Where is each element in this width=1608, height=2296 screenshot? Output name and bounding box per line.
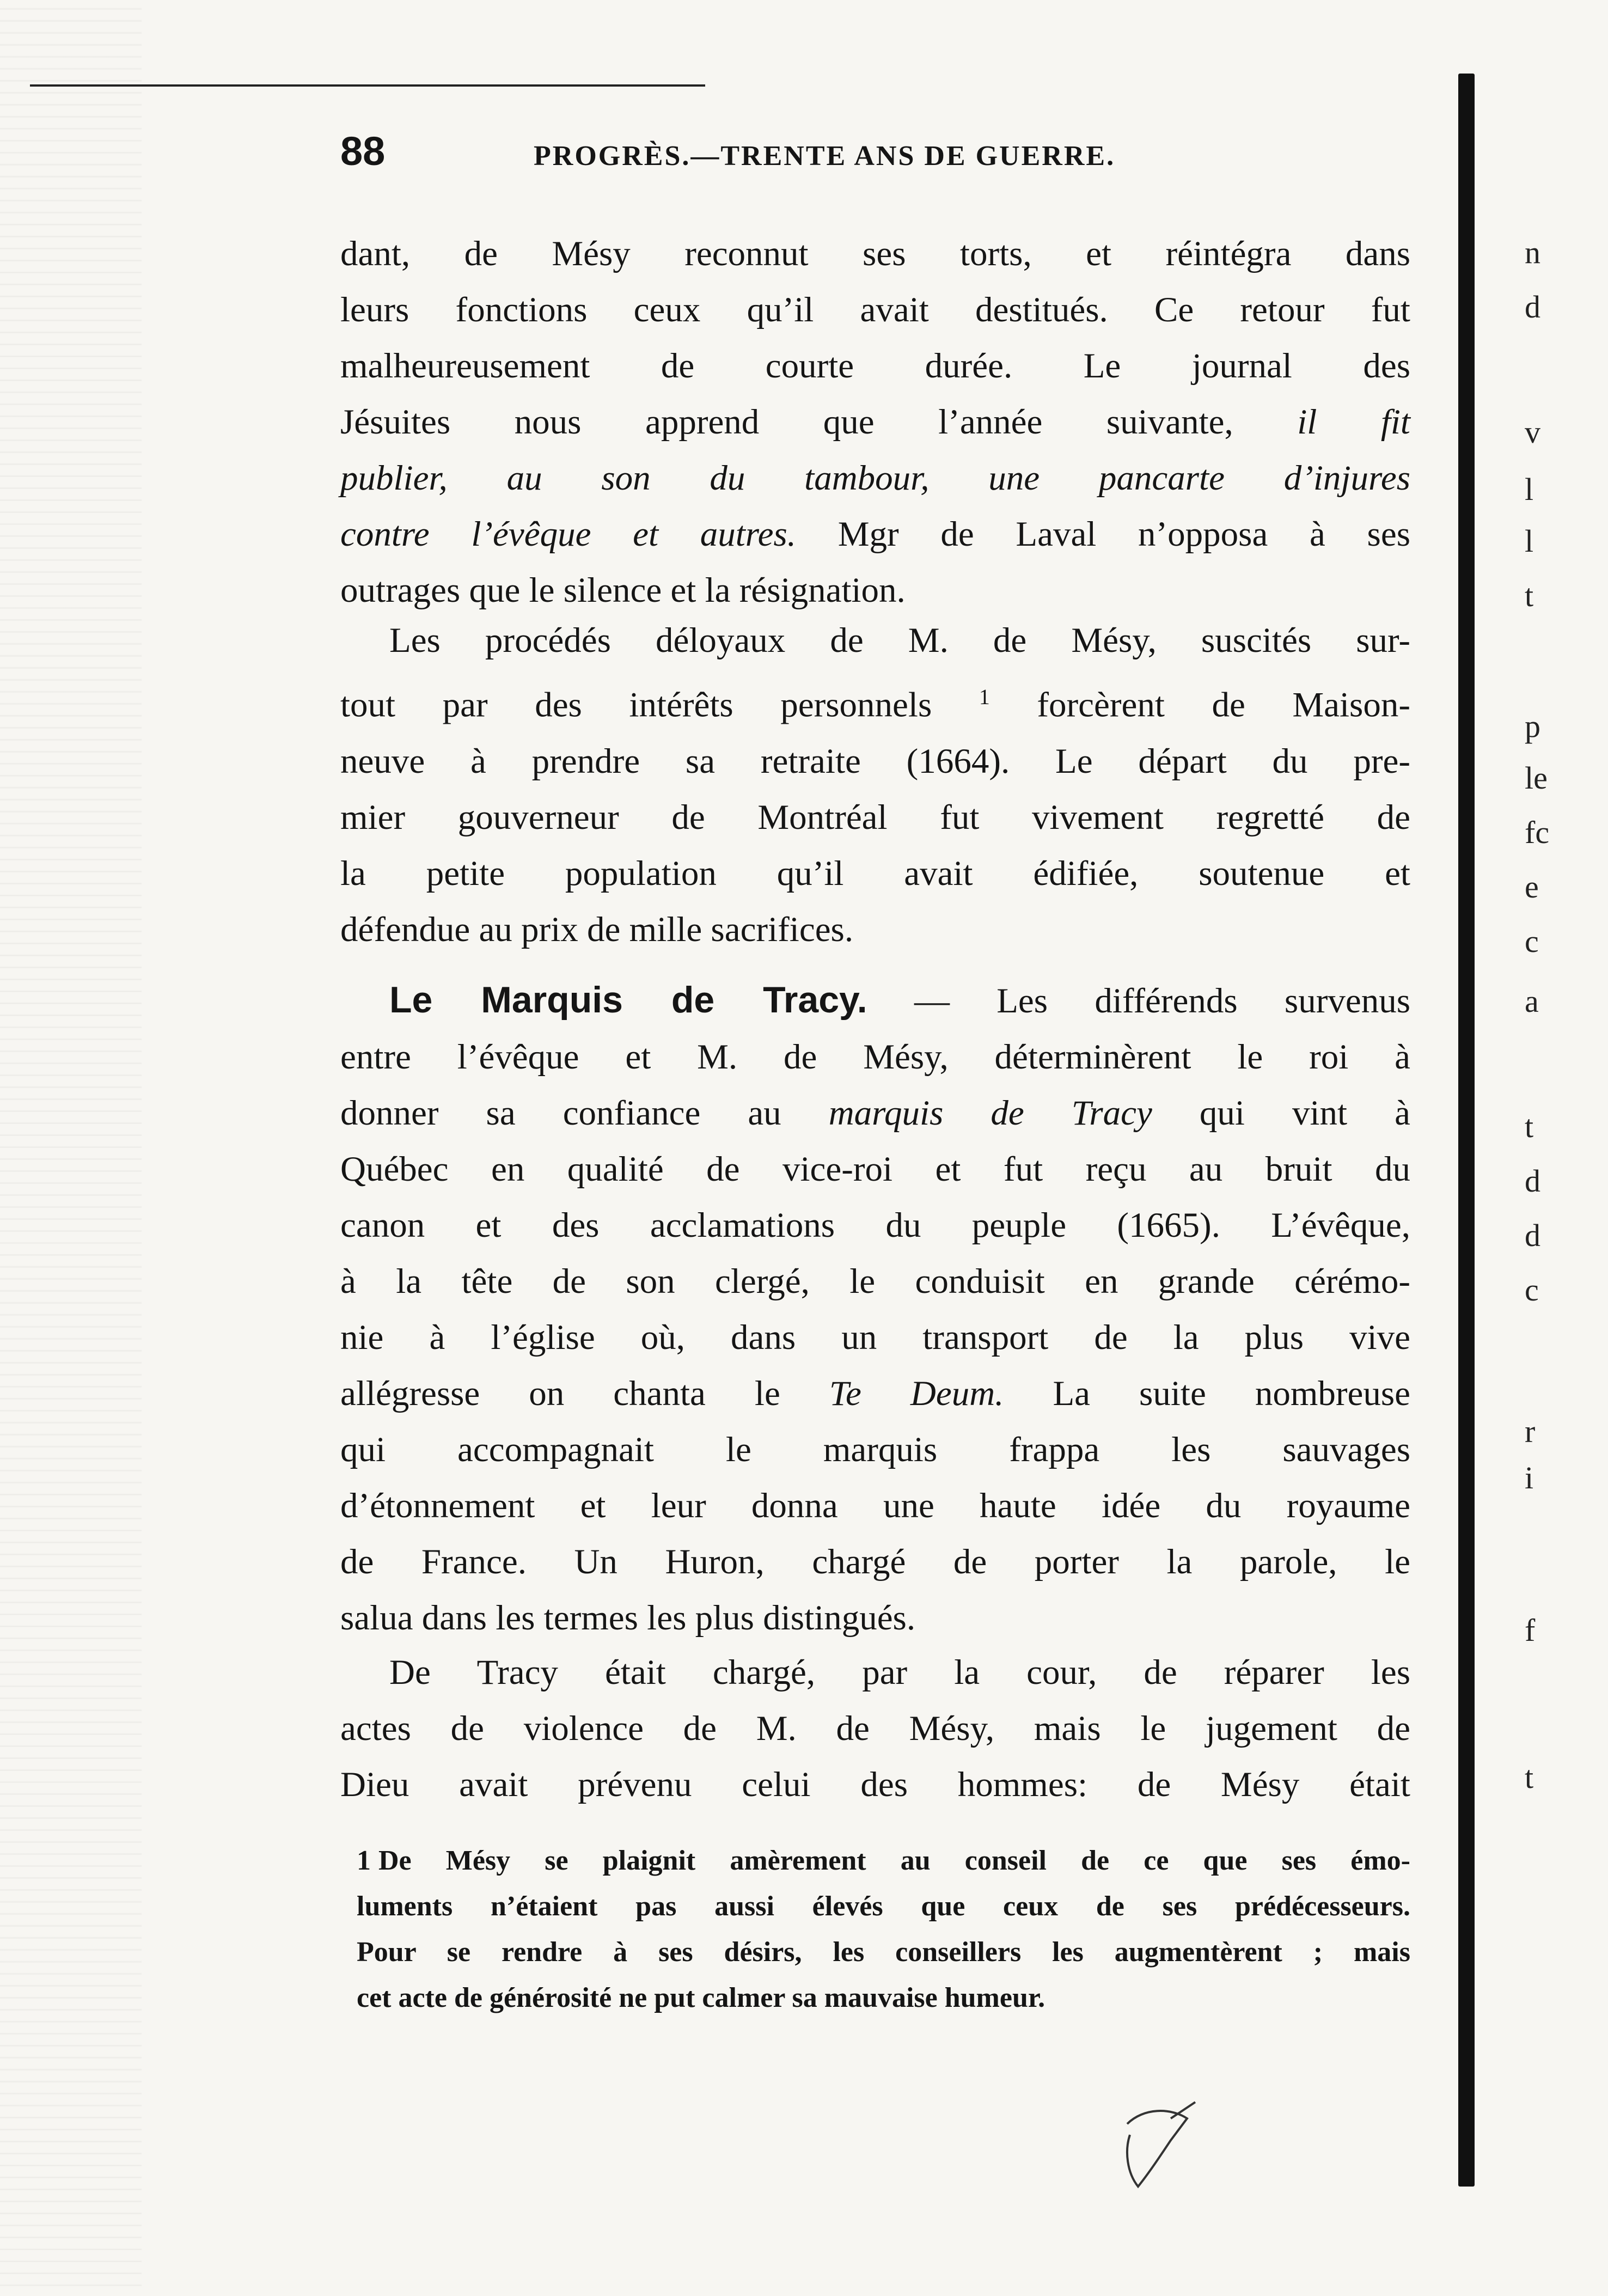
text-line bbox=[340, 450, 1410, 506]
margin-letter: d bbox=[1525, 289, 1540, 325]
footnote-line: cet acte de générosité ne put calmer sa mauvaise humeur. bbox=[357, 1982, 1045, 2013]
footnote-line: luments n’étaient pas aussi élevés que ceux de ses prédécesseurs. bbox=[357, 1891, 1410, 1922]
margin-letter: n bbox=[1525, 235, 1540, 270]
footnote-mark: 1 bbox=[357, 1845, 371, 1876]
page-number: 88 bbox=[340, 129, 386, 174]
margin-letter: a bbox=[1525, 984, 1539, 1019]
text-line: d’étonnement et leur donna une haute idée du royaume bbox=[340, 1486, 1410, 1525]
text-line bbox=[340, 972, 1410, 1029]
text-segment: qui vint à bbox=[1199, 1094, 1410, 1133]
text-line bbox=[340, 394, 1410, 450]
text-line bbox=[340, 1366, 1410, 1422]
text-segment: tout par des intérêts personnels bbox=[340, 685, 932, 725]
margin-letter: p bbox=[1525, 709, 1540, 744]
page-gutter-shadow bbox=[1458, 74, 1475, 2187]
scan-edge-noise bbox=[0, 0, 142, 2296]
section-heading: Le Marquis de Tracy. bbox=[389, 979, 867, 1021]
margin-letter: fc bbox=[1525, 815, 1550, 850]
paragraph-4 bbox=[340, 1645, 1410, 1813]
margin-letter: v bbox=[1525, 414, 1540, 450]
text-line: de France. Un Huron, chargé de porter la parole, le bbox=[340, 1542, 1410, 1581]
paragraph-2 bbox=[340, 613, 1410, 958]
text-line: entre l’évêque et M. de Mésy, déterminèrent le roi à bbox=[340, 1037, 1410, 1077]
text-line: Dieu avait prévenu celui des hommes: de Mésy était bbox=[340, 1765, 1410, 1804]
page-header bbox=[340, 128, 1419, 177]
facing-page-fragments bbox=[1525, 229, 1590, 1863]
text-line: leurs fonctions ceux qu’il avait destitués. Ce retour fut bbox=[340, 290, 1410, 329]
text-line: salua dans les termes les plus distingués. bbox=[340, 1598, 916, 1638]
text-segment: donner sa confiance au bbox=[340, 1094, 781, 1133]
pen-scribble-mark bbox=[1105, 2091, 1214, 2200]
text-line: neuve à prendre sa retraite (1664). Le départ du pre- bbox=[340, 741, 1410, 781]
margin-letter: i bbox=[1525, 1460, 1534, 1495]
text-line: qui accompagnait le marquis frappa les sauvages bbox=[340, 1430, 1410, 1469]
running-title: PROGRÈS.—TRENTE ANS DE GUERRE. bbox=[534, 141, 1116, 172]
text-line: Les procédés déloyaux de M. de Mésy, suscités sur- bbox=[389, 621, 1410, 660]
text-line: canon et des acclamations du peuple (1665). L’évêque, bbox=[340, 1206, 1410, 1245]
text-line bbox=[340, 506, 1410, 563]
margin-letter: le bbox=[1525, 760, 1548, 796]
text-line: défendue au prix de mille sacrifices. bbox=[340, 909, 854, 949]
text-segment: Jésuites nous apprend que l’année suivante, bbox=[340, 402, 1233, 442]
text-segment: Mgr de Laval n’opposa à ses bbox=[837, 515, 1410, 554]
text-line: dant, de Mésy reconnut ses torts, et réintégra dans bbox=[340, 234, 1410, 273]
text-line: nie à l’église où, dans un transport de la plus vive bbox=[340, 1318, 1410, 1357]
margin-letter: c bbox=[1525, 1272, 1539, 1308]
italic-phrase: il fit bbox=[1297, 402, 1410, 442]
margin-letter: l bbox=[1525, 523, 1534, 559]
text-segment: — Les différends survenus bbox=[914, 981, 1410, 1021]
margin-letter: d bbox=[1525, 1163, 1540, 1199]
text-segment: De Mésy se plaignit amèrement au conseil de ce que ses émo- bbox=[378, 1845, 1410, 1876]
margin-letter: l bbox=[1525, 472, 1534, 507]
text-line: mier gouverneur de Montréal fut vivement regretté de bbox=[340, 797, 1410, 837]
margin-letter: r bbox=[1525, 1414, 1536, 1449]
text-line: actes de violence de M. de Mésy, mais le jugement de bbox=[340, 1709, 1410, 1748]
margin-letter: d bbox=[1525, 1218, 1540, 1253]
margin-letter: t bbox=[1525, 1760, 1534, 1795]
italic-phrase: publier, au son du tambour, une pancarte d’injures bbox=[340, 459, 1410, 498]
margin-letter: t bbox=[1525, 578, 1534, 613]
text-segment: allégresse on chanta le bbox=[340, 1374, 780, 1413]
text-line bbox=[340, 669, 1410, 734]
footnote-ref: 1 bbox=[979, 685, 990, 709]
footnote-line bbox=[357, 1838, 1410, 1884]
text-line: malheureusement de courte durée. Le journal des bbox=[340, 346, 1410, 386]
paragraph-3 bbox=[340, 972, 1410, 1646]
margin-letter: e bbox=[1525, 869, 1539, 905]
margin-letter: c bbox=[1525, 924, 1539, 959]
top-rule bbox=[30, 84, 705, 87]
margin-letter: t bbox=[1525, 1109, 1534, 1144]
footnote-line: Pour se rendre à ses désirs, les conseillers les augmentèrent ; mais bbox=[357, 1937, 1410, 1968]
text-line: à la tête de son clergé, le conduisit en grande cérémo- bbox=[340, 1262, 1410, 1301]
italic-phrase: contre l’évêque et autres. bbox=[340, 515, 797, 554]
paragraph-1 bbox=[340, 226, 1410, 619]
text-line: De Tracy était chargé, par la cour, de réparer les bbox=[389, 1653, 1410, 1692]
italic-phrase: marquis de Tracy bbox=[828, 1094, 1152, 1133]
text-segment: La suite nombreuse bbox=[1053, 1374, 1411, 1413]
text-line: outrages que le silence et la résignation. bbox=[340, 571, 906, 610]
text-segment: forcèrent de Maison- bbox=[1037, 685, 1410, 725]
margin-letter: f bbox=[1525, 1613, 1536, 1648]
italic-phrase: Te Deum. bbox=[829, 1374, 1004, 1413]
text-line bbox=[340, 1085, 1410, 1141]
text-line: Québec en qualité de vice-roi et fut reçu au bruit du bbox=[340, 1150, 1410, 1189]
footnote bbox=[357, 1838, 1410, 2021]
text-line: la petite population qu’il avait édifiée, soutenue et bbox=[340, 853, 1410, 893]
